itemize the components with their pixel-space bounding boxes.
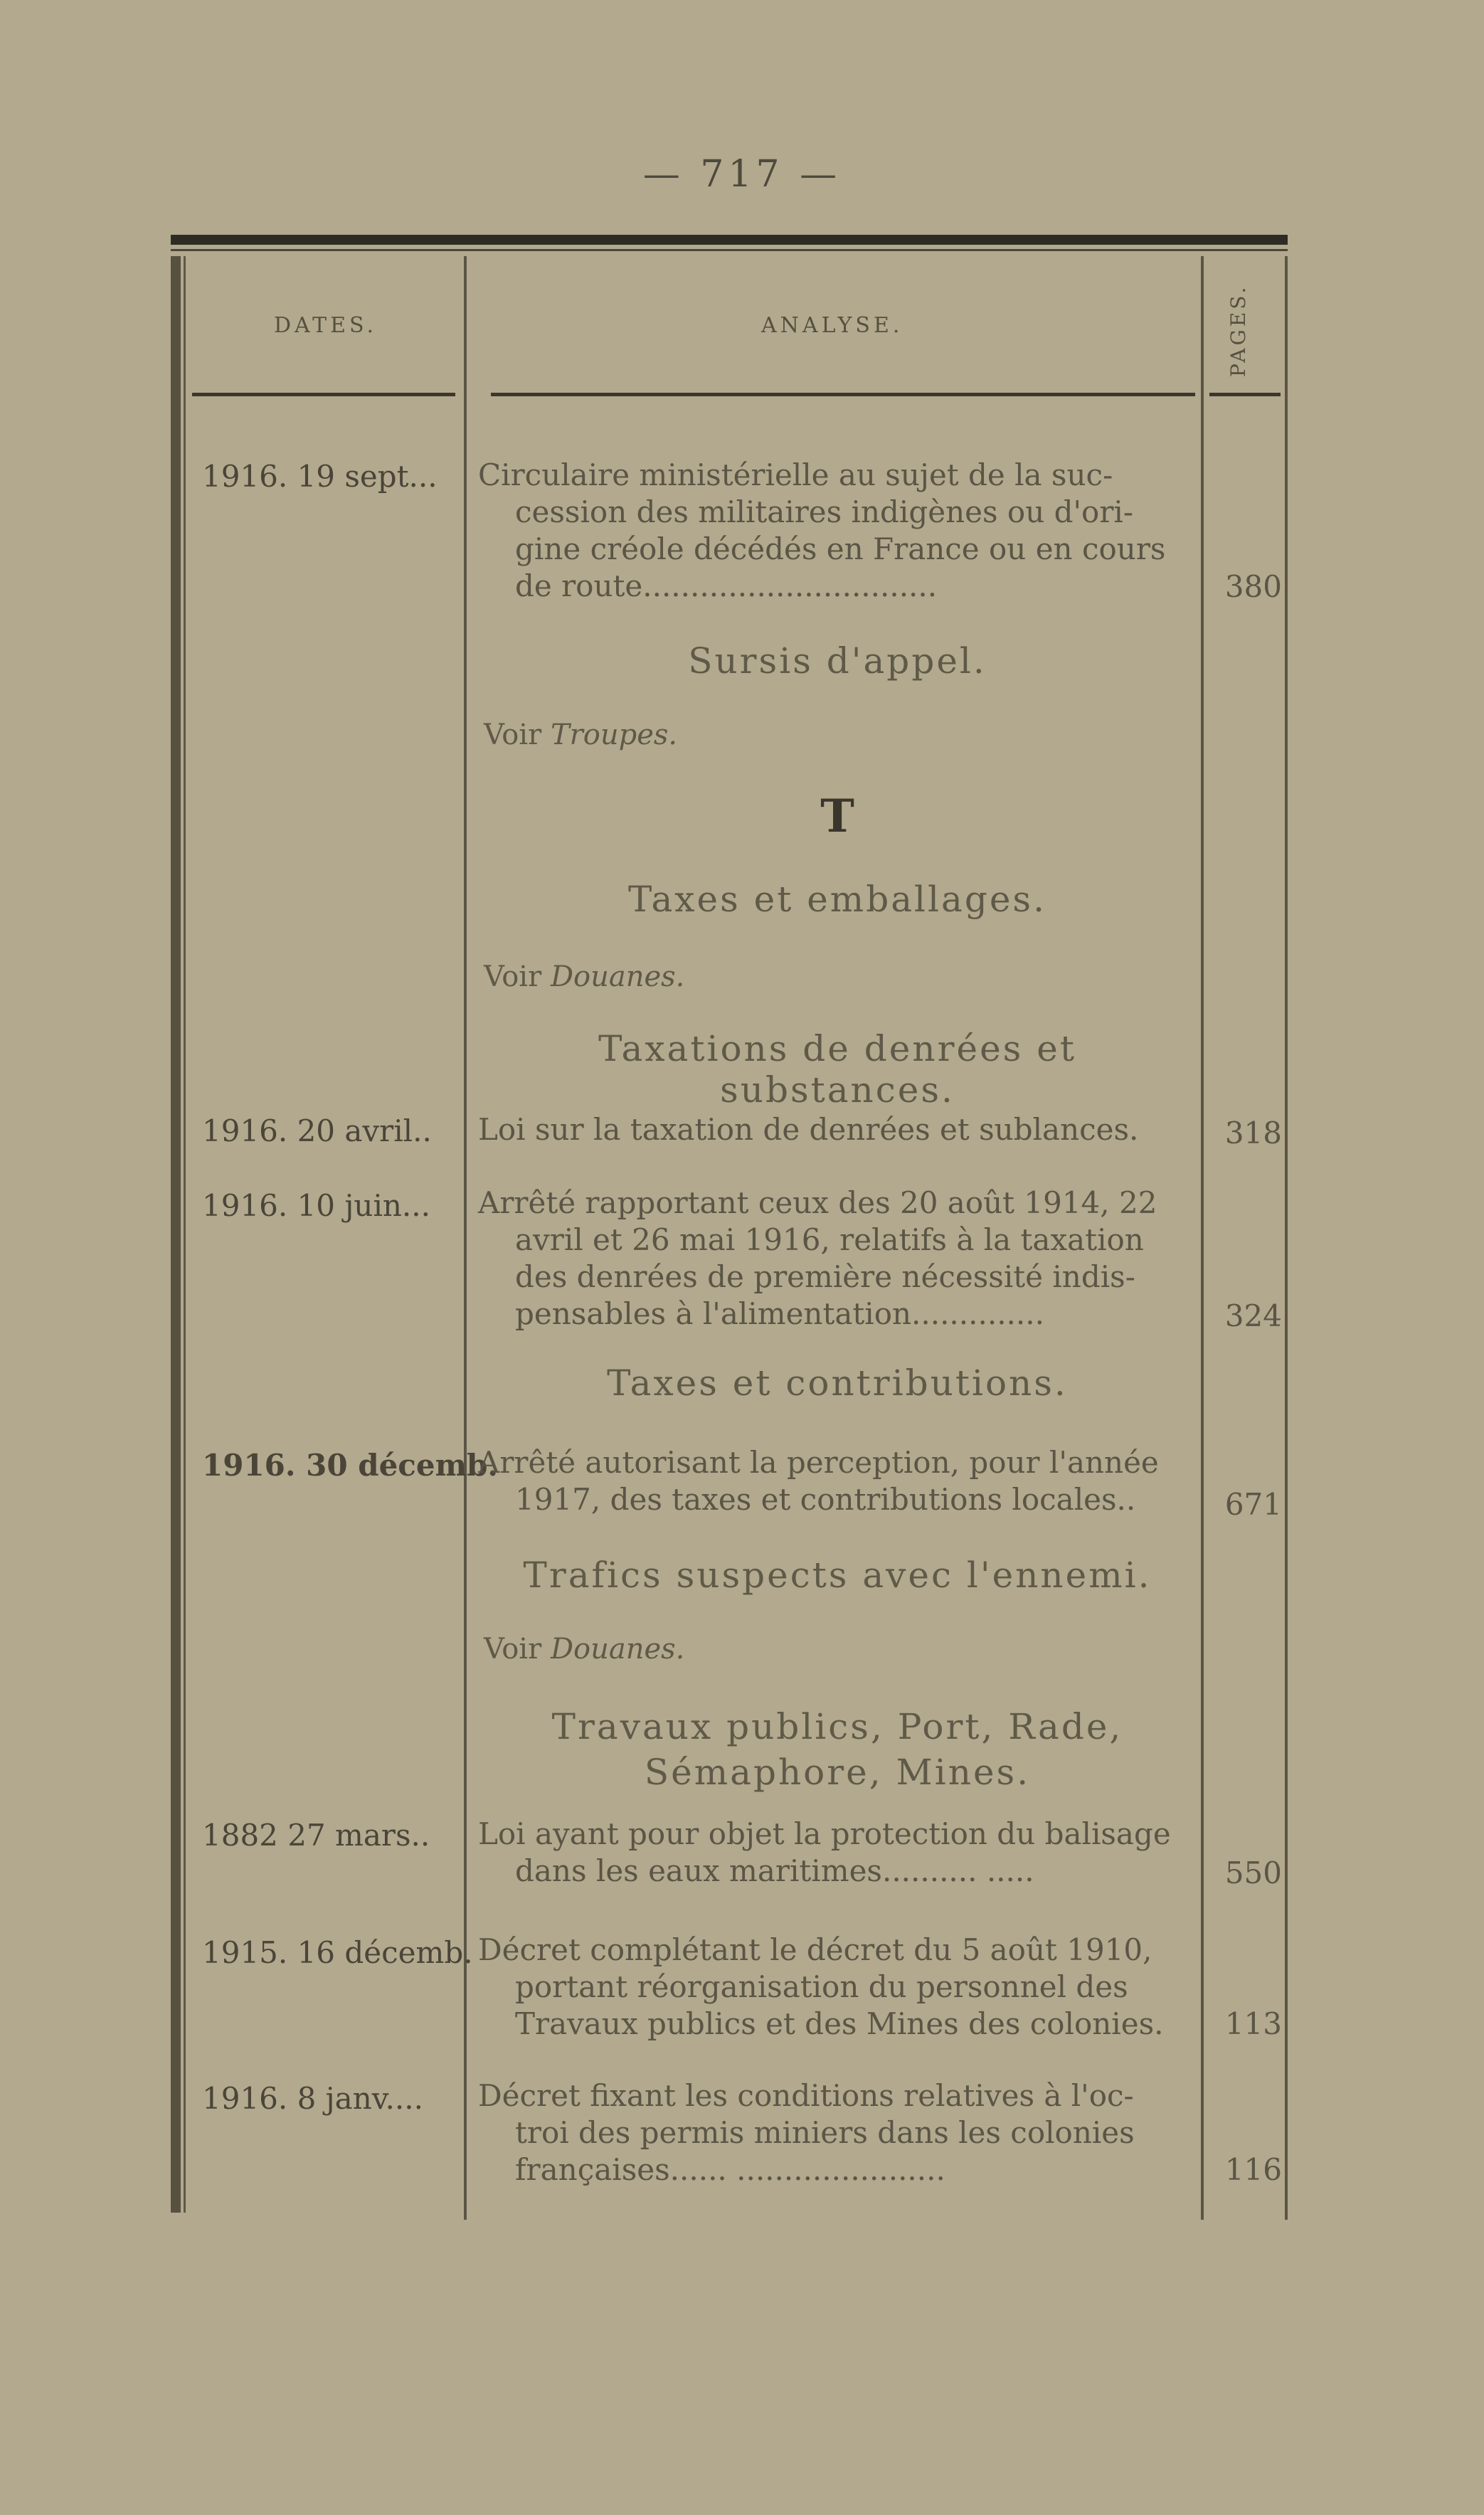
section-heading: Taxations de denrées et substances. [598, 1028, 1076, 1111]
section-heading: Taxes et emballages. [628, 879, 1046, 920]
row-page: 550 [1224, 1855, 1282, 1890]
row-analysis: Arrêté rapportant ceux des 20 août 1914, 22 avril et 26 mai 1916, relatifs à la taxation des denrées de première nécessité indis- pensables à l'alimentation.............. [478, 1185, 1157, 1331]
row-date: 1882 27 mars.. [202, 1818, 430, 1853]
row-analysis: Décret fixant les conditions relatives à l'oc- troi des permis miniers dans les colonies françaises...... ...................... [478, 2078, 1135, 2187]
header-analyse: ANALYSE. [761, 313, 903, 338]
section-heading: Sursis d'appel. [688, 640, 987, 682]
index-table [171, 235, 1288, 2191]
row-date: 1915. 16 décemb. [202, 1935, 473, 1970]
row-analysis: Loi sur la taxation de denrées et sublances. [478, 1112, 1139, 1147]
row-page: 380 [1224, 569, 1282, 604]
left-border-thin [184, 256, 186, 2213]
row-page: 116 [1224, 2152, 1282, 2187]
row-analysis: Arrêté autorisant la perception, pour l'année 1917, des taxes et contributions locales.. [478, 1445, 1159, 1517]
row-analysis: Décret complétant le décret du 5 août 1910, portant réorganisation du personnel des Travaux publics et des Mines des colonies. [478, 1932, 1164, 2041]
section-heading: Travaux publics, Port, Rade, Sémaphore, Mines. [551, 1706, 1123, 1793]
row-analysis: Loi ayant pour objet la protection du balisage dans les eaux maritimes.......... ..... [478, 1816, 1171, 1888]
pages-column-border [1285, 256, 1288, 2220]
row-date: 1916. 8 janv.... [202, 2081, 423, 2116]
header-pages: PAGES. [1226, 284, 1250, 378]
analyse-header-rule [491, 393, 1195, 396]
row-page: 318 [1224, 1116, 1282, 1150]
row-page: 324 [1224, 1298, 1282, 1333]
page-number: — 717 — [642, 153, 842, 196]
analyse-column-divider [1201, 256, 1204, 2220]
see-also: Voir Douanes. [484, 1633, 685, 1666]
row-date: 1916. 20 avril.. [202, 1113, 432, 1148]
header-dates: DATES. [274, 313, 378, 338]
row-page: 671 [1224, 1487, 1282, 1522]
row-page: 113 [1224, 2006, 1282, 2041]
see-also: Voir Douanes. [484, 960, 685, 993]
top-rule-thin [171, 249, 1288, 251]
pages-header-rule [1209, 393, 1281, 396]
section-heading: Trafics suspects avec l'ennemi. [523, 1555, 1152, 1596]
section-letter: T [820, 790, 854, 843]
row-analysis: Circulaire ministérielle au sujet de la suc- cession des militaires indigènes ou d'ori- gine créole décédés en France ou en cours de route............................... [478, 457, 1166, 603]
row-date: 1916. 19 sept... [202, 459, 438, 494]
top-rule [171, 235, 1288, 245]
row-date: 1916. 10 juin... [202, 1188, 430, 1223]
dates-header-rule [192, 393, 455, 396]
dates-column-divider [464, 256, 467, 2220]
left-border [171, 256, 181, 2213]
section-heading: Taxes et contributions. [607, 1362, 1068, 1404]
see-also: Voir Troupes. [484, 719, 678, 751]
row-date: 1916. 30 décemb. [202, 1448, 499, 1483]
